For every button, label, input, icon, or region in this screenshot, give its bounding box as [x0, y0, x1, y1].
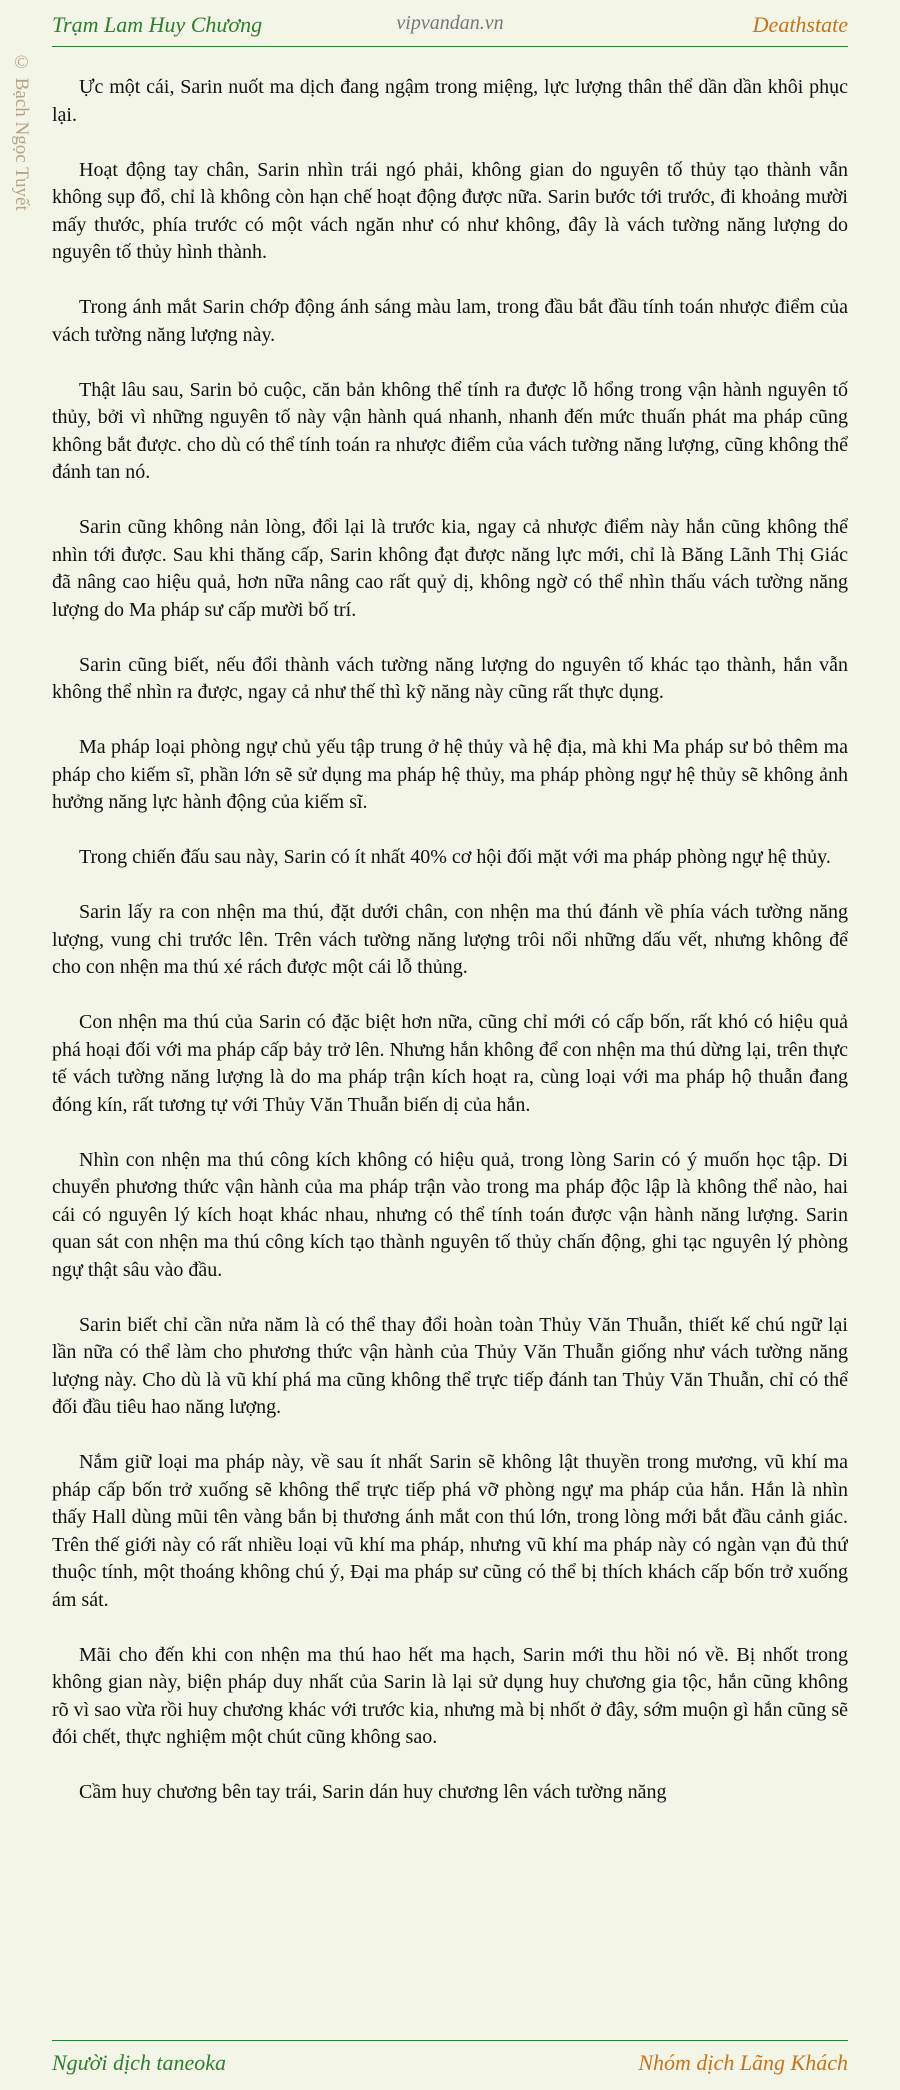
header-divider [52, 46, 848, 47]
footer-translation-group: Nhóm dịch Lãng Khách [638, 2050, 848, 2075]
paragraph: Sarin lấy ra con nhện ma thú, đặt dưới chân, con nhện ma thú đánh về phía vách tường năng lượng, vung chi trước lên. Trên vách tường năng lượng trôi nổi những dấu vết, nhưng không để cho con nhện ma thú xé rách được một cái lỗ thủng. [52, 901, 848, 978]
paragraph: Nắm giữ loại ma pháp này, về sau ít nhất Sarin sẽ không lật thuyền trong mương, vũ khí ma pháp cấp bốn trở xuống sẽ không thể trực tiếp phá vỡ phòng ngự ma pháp của hắn. Hắn là nhìn thấy Hall dùng mũi tên vàng bắn bị thương ánh mắt con thú lớn, trong lòng mới bắt đầu cảnh giác. Trên thế giới này có rất nhiều loại vũ khí ma pháp, nhưng vũ khí ma pháp này có ngàn vạn đủ thứ thuộc tính, một thoáng không chú ý, Đại ma pháp sư cũng có thể bị thích khách cấp bốn trở xuống ám sát. [52, 1451, 848, 1611]
footer-divider [52, 2040, 848, 2041]
watermark-text: © Bạch Ngọc Tuyết [11, 52, 32, 211]
header-author: Deathstate [752, 12, 848, 37]
paragraph: Nhìn con nhện ma thú công kích không có hiệu quả, trong lòng Sarin có ý muốn học tập. Di chuyển phương thức vận hành của ma pháp trận vào trong ma pháp độc lập là không thể nào, hai cái có nguyên lý kích hoạt khác nhau, nhưng có thể tính toán được vận hành năng lượng. Sarin quan sát con nhện ma thú công kích tạo thành nguyên tố thủy chấn động, ghi tạc nguyên lý phòng ngự thật sâu vào đầu. [52, 1148, 848, 1281]
paragraph: Sarin cũng không nản lòng, đổi lại là trước kia, ngay cả nhược điểm này hắn cũng không thể nhìn tới được. Sau khi thăng cấp, Sarin không đạt được năng lực mới, chỉ là Băng Lãnh Thị Giác đã nâng cao hiệu quả, hơn nữa nâng cao rất quỷ dị, không ngờ có thể nhìn thấu vách tường năng lượng do Ma pháp sư cấp mười bố trí. [52, 516, 848, 621]
page-header [52, 6, 848, 46]
paragraph: Sarin biết chỉ cần nửa năm là có thể thay đổi hoàn toàn Thủy Văn Thuẫn, thiết kế chú ngữ lại lần nữa có thể làm cho phương thức vận hành của Thủy Văn Thuẫn giống như vách tường năng lượng này. Cho dù là vũ khí phá ma cũng không thể trực tiếp đánh tan Thủy Văn Thuẫn, chỉ có thể đối đầu tiêu hao năng lượng. [52, 1313, 848, 1418]
paragraph: Ma pháp loại phòng ngự chủ yếu tập trung ở hệ thủy và hệ địa, mà khi Ma pháp sư bỏ thêm ma pháp cho kiếm sĩ, phần lớn sẽ sử dụng ma pháp hệ thủy, ma pháp phòng ngự hệ thủy sẽ không ảnh hưởng năng lực hành động của kiếm sĩ. [52, 736, 848, 813]
header-site-name: vipvandan.vn [396, 12, 504, 34]
paragraph: Thật lâu sau, Sarin bỏ cuộc, căn bản không thể tính ra được lỗ hổng trong vận hành nguyên tố thủy, bởi vì những nguyên tố này vận hành quá nhanh, nhanh đến mức thuấn phát ma pháp cũng không bắt được. cho dù có thể tính toán ra nhược điểm của vách tường năng lượng, cũng không thể đánh tan nó. [52, 378, 848, 483]
body-text [52, 74, 848, 2036]
paragraph: Con nhện ma thú của Sarin có đặc biệt hơn nữa, cũng chỉ mới có cấp bốn, rất khó có hiệu quả phá hoại đối với ma pháp cấp bảy trở lên. Nhưng hắn không để con nhện ma thú dừng lại, trên thực tế vách tường năng lượng là do ma pháp trận kích hoạt ra, cùng loại với ma pháp hộ thuẫn đang đóng kín, rất tương tự với Thủy Văn Thuẫn biến dị của hắn. [52, 1011, 848, 1116]
paragraph: Cầm huy chương bên tay trái, Sarin dán huy chương lên vách tường năng [79, 1781, 667, 1803]
header-book-title: Trạm Lam Huy Chương [52, 12, 263, 37]
footer-translator: Người dịch taneoka [52, 2050, 227, 2075]
page-footer [52, 2042, 848, 2082]
paragraph: Trong chiến đấu sau này, Sarin có ít nhất 40% cơ hội đối mặt với ma pháp phòng ngự hệ thủy. [79, 846, 831, 868]
paragraph: Trong ánh mắt Sarin chớp động ánh sáng màu lam, trong đầu bắt đầu tính toán nhược điểm của vách tường năng lượng này. [52, 296, 848, 346]
paragraph: Sarin cũng biết, nếu đổi thành vách tường năng lượng do nguyên tố khác tạo thành, hắn vẫn không thể nhìn ra được, ngay cả như thế thì kỹ năng này cũng rất thực dụng. [52, 653, 848, 703]
side-watermark [0, 52, 46, 272]
paragraph: Mãi cho đến khi con nhện ma thú hao hết ma hạch, Sarin mới thu hồi nó về. Bị nhốt trong không gian này, biện pháp duy nhất của Sarin là lại sử dụng huy chương gia tộc, hắn cũng không rõ vì sao vừa rồi huy chương khác với trước kia, nhưng mà bị nhốt ở đây, sớm muộn gì hắn cũng sẽ đói chết, thực nghiệm một chút cũng không sao. [52, 1643, 848, 1748]
paragraph: Ực một cái, Sarin nuốt ma dịch đang ngậm trong miệng, lực lượng thân thể dần dần khôi phục lại. [52, 76, 848, 126]
paragraph: Hoạt động tay chân, Sarin nhìn trái ngó phải, không gian do nguyên tố thủy tạo thành vẫn không sụp đổ, chỉ là không còn hạn chế hoạt động được nữa. Sarin bước tới trước, đi khoảng mười mấy thước, phía trước có một vách ngăn như có như không, đây là vách tường năng lượng do nguyên tố thủy hình thành. [52, 158, 848, 263]
